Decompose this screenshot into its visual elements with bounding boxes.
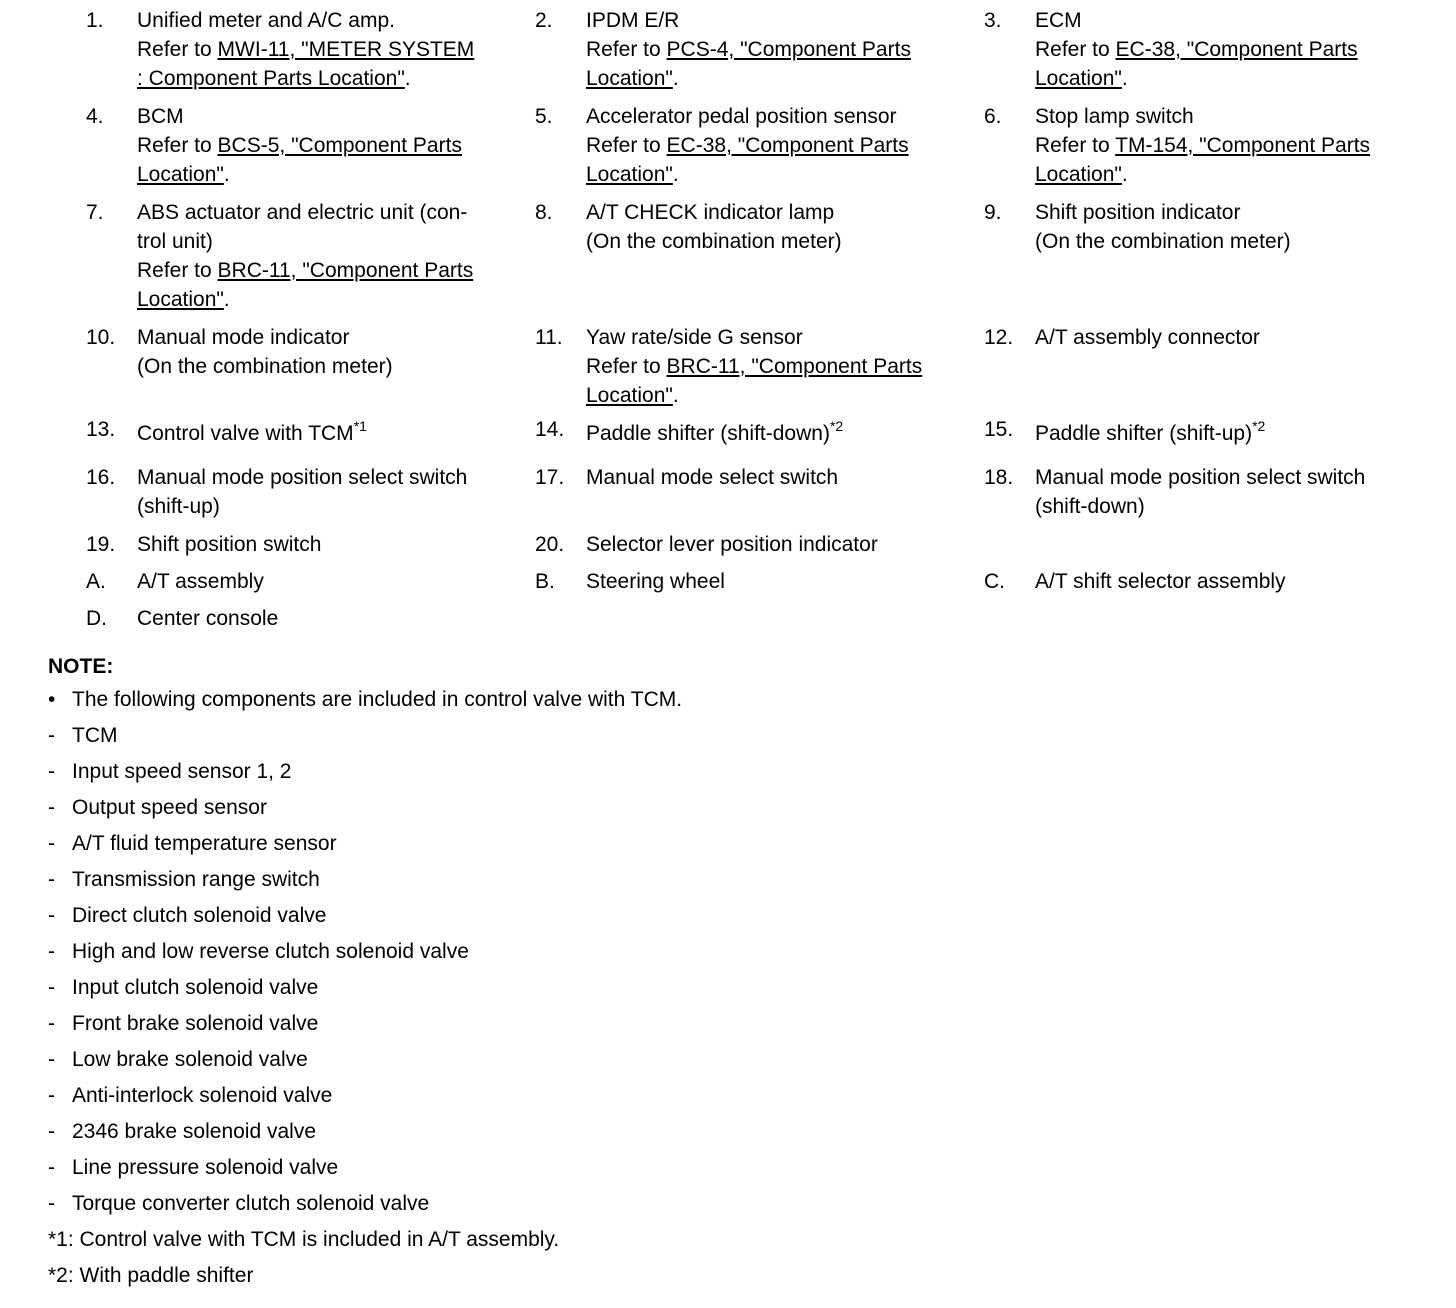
legend-row [0,530,1456,567]
reference-prefix: Refer to [137,134,218,157]
component-item [48,898,1448,934]
dash-mark: - [48,1012,55,1035]
reference-prefix: Refer to [1035,38,1116,61]
item-number: B. [535,570,555,593]
reference-prefix: Refer to [586,38,667,61]
item-text: ABS actuator and electric unit (con- [137,201,468,224]
reference-prefix: Refer to [137,259,218,282]
component-name: Output speed sensor [72,796,267,819]
note-bullet-text: The following components are included in control valve with TCM. [72,688,683,711]
item-text: BCM [137,105,184,128]
reference-link[interactable]: TM-154, "Component Parts [1115,134,1371,157]
item-number: 3. [984,9,1002,32]
reference-end: . [1121,67,1128,90]
item-description [137,567,264,596]
reference-line [586,64,911,93]
item-description [137,530,321,559]
item-text: Stop lamp switch [1035,105,1194,128]
reference-link[interactable]: Location" [586,67,673,90]
reference-end: . [672,163,679,186]
item-text: A/T assembly [137,570,264,593]
component-item [48,1114,1448,1150]
component-name: Line pressure solenoid valve [72,1156,339,1179]
item-description [586,198,842,256]
reference-line [586,381,922,410]
item-number: 10. [86,326,116,349]
item-number: 16. [86,466,116,489]
reference-end: . [404,67,411,90]
component-item [48,1150,1448,1186]
item-text: Steering wheel [586,570,725,593]
footnote-1: *1: Control valve with TCM is included in A/T assembly. [48,1228,560,1251]
legend-row [0,102,1456,198]
item-text: (On the combination meter) [586,230,842,253]
item-text: Manual mode indicator [137,326,350,349]
item-number: 18. [984,466,1014,489]
reference-link[interactable]: Location" [1035,67,1122,90]
reference-end: . [223,163,230,186]
component-item [48,790,1448,826]
component-item [48,1078,1448,1114]
reference-prefix: Refer to [586,134,667,157]
reference-line [137,131,462,160]
item-number: 11. [535,326,563,349]
item-text: A/T CHECK indicator lamp [586,201,835,224]
dash-mark: - [48,796,55,819]
component-item [48,1186,1448,1222]
item-text: Manual mode select switch [586,466,839,489]
component-item [48,970,1448,1006]
legend-row [0,6,1456,102]
item-number: 13. [86,418,116,441]
reference-link[interactable]: BCS-5, "Component Parts [217,134,462,157]
item-description [137,463,467,521]
component-name: Transmission range switch [72,868,320,891]
component-item [48,826,1448,862]
reference-link[interactable]: PCS-4, "Component Parts [666,38,911,61]
reference-line [586,35,911,64]
component-name: Input speed sensor 1, 2 [72,760,292,783]
reference-end: . [223,288,230,311]
dash-mark: - [48,1048,55,1071]
reference-line [1035,64,1358,93]
item-description [1035,323,1260,352]
item-number: C. [984,570,1005,593]
component-name: Direct clutch solenoid valve [72,904,327,927]
component-name: Anti-interlock solenoid valve [72,1084,333,1107]
bullet-mark: • [48,688,56,711]
item-text: trol unit) [137,230,213,253]
item-number: D. [86,607,107,630]
dash-mark: - [48,1156,55,1179]
component-name: Front brake solenoid valve [72,1012,319,1035]
item-description [137,198,473,314]
reference-end: . [1121,163,1128,186]
reference-link[interactable]: : Component Parts Location" [137,67,405,90]
reference-line [586,160,909,189]
reference-line [1035,35,1358,64]
dash-mark: - [48,1120,55,1143]
item-number: 4. [86,105,104,128]
item-text: (shift-up) [137,495,220,518]
reference-link[interactable]: EC-38, "Component Parts [1115,38,1358,61]
footnote-marker: *1 [353,418,367,434]
legend-row [0,419,1456,463]
legend-row [0,198,1456,323]
component-item [48,1006,1448,1042]
item-text: Accelerator pedal position sensor [586,105,897,128]
reference-line [586,131,909,160]
dash-mark: - [48,1084,55,1107]
legend-row [0,463,1456,530]
item-text: Unified meter and A/C amp. [137,9,395,32]
item-number: 20. [535,533,565,556]
footnote-marker: *2 [1252,418,1266,434]
dash-mark: - [48,724,55,747]
dash-mark: - [48,868,55,891]
item-number: 8. [535,201,553,224]
item-description [586,6,911,93]
item-number: 2. [535,9,553,32]
item-number: 14. [535,418,565,441]
item-description [137,6,474,93]
reference-link[interactable]: Location" [586,163,673,186]
component-name: 2346 brake solenoid valve [72,1120,317,1143]
reference-link[interactable]: Location" [137,288,224,311]
component-item [48,718,1448,754]
footnote-2: *2: With paddle shifter [48,1264,254,1287]
dash-mark: - [48,1192,55,1215]
item-description [1035,198,1291,256]
note-bullet [48,682,1448,718]
reference-line [1035,160,1370,189]
reference-prefix: Refer to [1035,134,1116,157]
item-number: 5. [535,105,553,128]
legend-row [0,323,1456,419]
component-name: Low brake solenoid valve [72,1048,308,1071]
item-text: Manual mode position select switch [1035,466,1366,489]
item-text: ECM [1035,9,1082,32]
reference-prefix: Refer to [137,38,218,61]
item-text: Shift position indicator [1035,201,1241,224]
reference-link[interactable]: Location" [586,384,673,407]
item-text: Center console [137,607,279,630]
reference-link[interactable]: MWI-11, "METER SYSTEM [217,38,475,61]
dash-mark: - [48,760,55,783]
item-description [1035,419,1265,448]
item-text: A/T shift selector assembly [1035,570,1286,593]
reference-line [137,256,473,285]
reference-prefix: Refer to [586,355,667,378]
item-number: A. [86,570,106,593]
component-name: Input clutch solenoid valve [72,976,319,999]
item-text: Shift position switch [137,533,322,556]
item-description [1035,567,1286,596]
component-item [48,754,1448,790]
reference-line [137,64,474,93]
item-description [586,323,922,410]
reference-line [1035,131,1370,160]
item-number: 7. [86,201,104,224]
reference-link[interactable]: BRC-11, "Component Parts [217,259,474,282]
reference-end: . [672,67,679,90]
component-item [48,862,1448,898]
item-description [586,567,725,596]
component-item [48,934,1448,970]
item-number: 6. [984,105,1002,128]
component-legend [0,6,1456,641]
reference-line [137,285,473,314]
item-text: Paddle shifter (shift-down)$^{*2}$ [586,418,844,445]
item-number: 9. [984,201,1002,224]
item-text: Manual mode position select switch [137,466,468,489]
item-number: 12. [984,326,1014,349]
note-section [48,652,1448,1294]
reference-link[interactable]: EC-38, "Component Parts [666,134,909,157]
reference-link[interactable]: Location" [137,163,224,186]
footnote-marker: *2 [829,418,844,434]
item-description [586,102,909,189]
item-description [137,102,462,189]
reference-line [137,35,474,64]
reference-line [137,160,462,189]
item-description [137,323,393,381]
item-text: Control valve with TCM$^{*1}$ [137,418,367,445]
item-text: Selector lever position indicator [586,533,878,556]
component-name: A/T fluid temperature sensor [72,832,337,855]
item-text: IPDM E/R [586,9,680,32]
item-text: A/T assembly connector [1035,326,1260,349]
item-text: Yaw rate/side G sensor [586,326,803,349]
component-item [48,1042,1448,1078]
item-text: (On the combination meter) [137,355,393,378]
item-description [1035,6,1358,93]
dash-mark: - [48,976,55,999]
dash-mark: - [48,832,55,855]
component-name: Torque converter clutch solenoid valve [72,1192,430,1215]
item-text: (shift-down) [1035,495,1145,518]
legend-row [0,604,1456,641]
item-text: Paddle shifter (shift-up)$^{*2}$ [1035,418,1266,445]
component-list [48,718,1448,1222]
item-description [1035,463,1365,521]
item-description [586,530,878,559]
item-number: 17. [535,466,565,489]
reference-link[interactable]: BRC-11, "Component Parts [666,355,923,378]
item-description [137,419,367,448]
component-name: High and low reverse clutch solenoid valve [72,940,469,963]
item-description [586,419,843,448]
item-number: 15. [984,418,1014,441]
item-number: 1. [86,9,104,32]
legend-row [0,567,1456,604]
dash-mark: - [48,940,55,963]
item-description [137,604,278,633]
component-name: TCM [72,724,118,747]
reference-end: . [672,384,679,407]
reference-link[interactable]: Location" [1035,163,1122,186]
item-number: 19. [86,533,116,556]
dash-mark: - [48,904,55,927]
item-description [1035,102,1370,189]
item-text: (On the combination meter) [1035,230,1291,253]
reference-line [586,352,922,381]
item-description [586,463,838,492]
note-title: NOTE: [48,655,114,678]
